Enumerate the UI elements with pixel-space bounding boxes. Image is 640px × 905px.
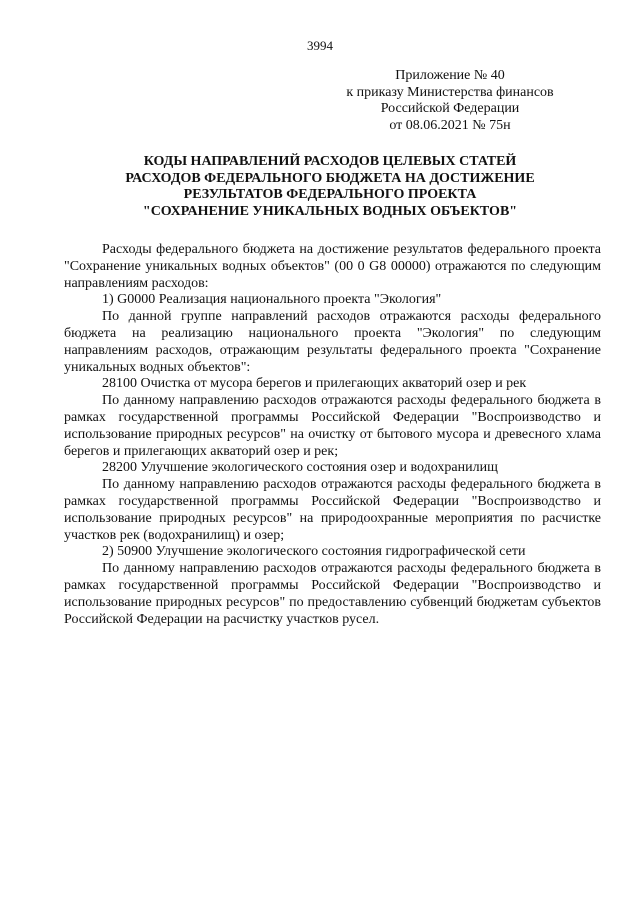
expense-code-heading: 28200 Улучшение экологического состояния озер и водохранилищ (102, 460, 498, 476)
title-line: РАСХОДОВ ФЕДЕРАЛЬНОГО БЮДЖЕТА НА ДОСТИЖЕНИЕ (125, 170, 535, 186)
section-heading: 2) 50900 Улучшение экологического состояния гидрографической сети (102, 544, 526, 560)
document-title (60, 154, 600, 220)
document-body (64, 242, 601, 628)
body-paragraph: По данной группе направлений расходов отражаются расходы федерального бюджета на реализацию национального проекта "Экология" по следующим направлениям расходов, отражающим результаты федерального проекта "Сохранение уникальных водных объектов": (64, 309, 601, 375)
appendix-line: Приложение № 40 (395, 68, 505, 83)
title-line: "СОХРАНЕНИЕ УНИКАЛЬНЫХ ВОДНЫХ ОБЪЕКТОВ" (142, 203, 518, 219)
body-paragraph: Расходы федерального бюджета на достижение результатов федерального проекта "Сохранение уникальных водных объектов" (00 0 G8 00000) отражаются по следующим направлениям расходов: (64, 242, 601, 291)
body-paragraph: По данному направлению расходов отражаются расходы федерального бюджета в рамках государственной программы Российской Федерации "Воспроизводство и использование природных ресурсов" на очистку от бытового мусора и древесного хлама берегов и прилегающих акваторий озер и рек; (64, 393, 601, 459)
expense-code-heading: 28100 Очистка от мусора берегов и прилегающих акваторий озер и рек (102, 376, 527, 392)
page-number: 3994 (307, 38, 333, 53)
title-line: КОДЫ НАПРАВЛЕНИЙ РАСХОДОВ ЦЕЛЕВЫХ СТАТЕЙ (143, 154, 517, 169)
appendix-line: к приказу Министерства финансов (346, 84, 554, 100)
section-heading: 1) G0000 Реализация национального проекта "Экология" (102, 292, 442, 308)
body-paragraph: По данному направлению расходов отражаются расходы федерального бюджета в рамках государственной программы Российской Федерации "Воспроизводство и использование природных ресурсов" на природоохранные мероприятия по расчистке участков рек (водохранилищ) и озер; (64, 477, 601, 543)
body-paragraph: По данному направлению расходов отражаются расходы федерального бюджета в рамках государственной программы Российской Федерации "Воспроизводство и использование природных ресурсов" по предоставлению субвенций бюджетам субъектов Российской Федерации на расчистку участков русел. (64, 561, 601, 627)
appendix-line: Российской Федерации (380, 101, 520, 116)
appendix-header (300, 68, 600, 134)
appendix-line: от 08.06.2021 № 75н (389, 117, 511, 133)
title-line: РЕЗУЛЬТАТОВ ФЕДЕРАЛЬНОГО ПРОЕКТА (183, 187, 477, 202)
